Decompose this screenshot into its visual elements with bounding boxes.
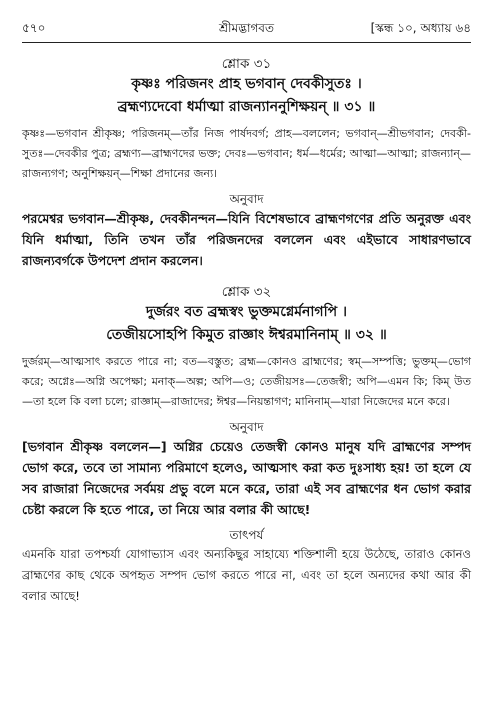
verse-31-line-1: কৃষ্ণঃ পরিজনং প্রাহ ভগবান্ দেবকীসুতঃ । [131,76,362,92]
verse-32-purport-label: তাৎপর্য [229,528,264,542]
verse-32-translation: [ভগবান শ্রীকৃষ্ণ বললেন—] অগ্নির চেয়েও তেজস্বী কোনও মানুষ যদি ব্রাহ্মণের সম্পদ ভোগ করে, তবে তা সামান্য পরিমাণে হলেও, আত্মসাৎ করা কত দুঃসাধ্য হয়! তা হলে যে সব রাজারা নিজেদের সর্বময় প্রভু বলে মনে করে, তারা এই সব ব্রাহ্মণের ধন ভোগ করার চেষ্টা করলে কি হতে পারে, তা নিয়ে আর বলার কী আছে! [22,439,471,517]
verse-31-heading: শ্লোক ৩১ [221,56,272,72]
header-rule [22,42,471,43]
book-title: শ্রীমদ্ভাগবত [218,21,274,35]
verse-32-line-1: দুর্জরং বত ব্রহ্মস্বং ভুক্তমগ্নের্মনাগপি । [145,304,347,320]
verse-32-synonyms: দুর্জরম্—আত্মসাৎ করতে পারে না; বত—বস্তুত; ব্রহ্ম—কোনও ব্রাহ্মণের; স্বম্—সম্পত্তি; ভুক্তম্—ভোগ করে; অগ্নেঃ—অগ্নি অপেক্ষা; মনাক্—অল্প; অপি—ও; তেজীয়সঃ—তেজস্বী; অপি—এমন কি; কিম্ উত—তা হলে কি বলা চলে; রাজ্ঞাম্—রাজাদের; ঈশ্বর—নিয়ন্তাগণ; মানিনাম্—যারা নিজেদের মনে করে। [22,355,471,408]
verse-32-heading: শ্লোক ৩২ [221,284,272,300]
chapter-location: [স্কন্ধ ১০, অধ্যায় ৬৪ [370,21,471,35]
verse-31-line-2: ব্রহ্মণ্যদেবো ধর্মাত্মা রাজন্যাননুশিক্ষয়ন্ ॥ ৩১ ॥ [117,99,376,115]
verse-32-purport: এমনকি যারা তপশ্চর্যা যোগাভ্যাস এবং অন্যকিছুর সাহায্যে শক্তিশালী হয়ে উঠেছে, তারাও কোনও ব্রাহ্মণের কাছ থেকে অপহৃত সম্পদ ভোগ করতে পারে না, এবং তা হলে অন্যদের কথা আর কী বলার আছে! [22,547,471,603]
verse-31-translation: পরমেশ্বর ভগবান—শ্রীকৃষ্ণ, দেবকীনন্দন—যিনি বিশেষভাবে ব্রাহ্মণগণের প্রতি অনুরক্ত এবং যিনি ধর্মাত্মা, তিনি তখন তাঁর পরিজনদের বললেন এবং এইভাবে সাধারণভাবে রাজন্যবর্গকে উপদেশ প্রদান করলেন। [22,211,471,268]
page-number: ৫৭০ [22,21,46,35]
verse-31-synonyms: কৃষ্ণঃ—ভগবান শ্রীকৃষ্ণ; পরিজনম্—তাঁর নিজ পার্ষদবর্গ; প্রাহ—বললেন; ভগবান্—শ্রীভগবান; দেবকী-সুতঃ—দেবকীর পুত্র; ব্রহ্মণ্য—ব্রাহ্মণদের ভক্ত; দেবঃ—ভগবান; ধর্ম—ধর্মের; আত্মা—আত্মা; রাজন্যান্—রাজন্যগণ; অনুশিক্ষয়ন্—শিক্ষা প্রদানের জন্য। [22,127,471,180]
verse-32-line-2: তেজীয়সোহপি কিমুত রাজ্ঞাং ঈশ্বরমানিনাম্ ॥ ৩২ ॥ [106,327,387,343]
page-header [22,20,471,36]
verse-32-translation-label: অনুবাদ [229,420,264,434]
verse-31-translation-label: অনুবাদ [229,192,264,206]
